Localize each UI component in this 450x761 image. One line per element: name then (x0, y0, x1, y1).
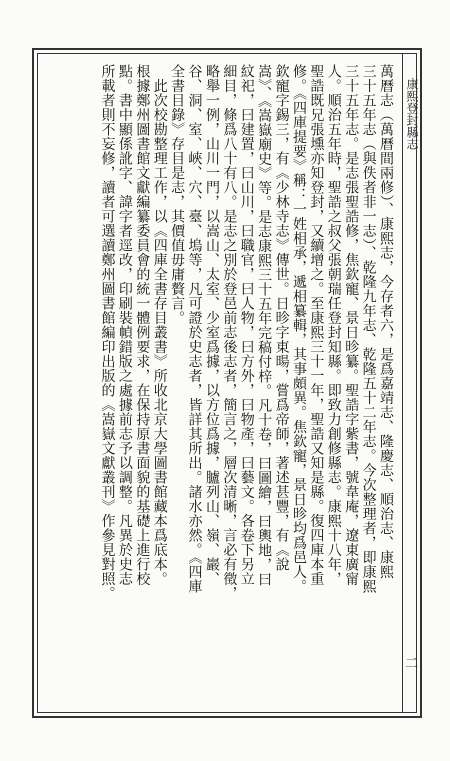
text-column: 略舉一例，山川一門，以嵩山、太室、少室爲據，以方位爲據，臚列山、嶺、巖、 (203, 64, 220, 586)
text-column: 修。《四庫提要》稱：一姓相承，遞相纂輯，其事頗異。焦欽寵，景日昣均爲邑人。 (290, 64, 307, 594)
body-text (52, 64, 394, 704)
text-column: 嵩》、《嵩嶽廟史》等。是志康熙三十五年完稿付梓。凡十卷，曰圖繪，曰輿地，曰 (256, 64, 273, 587)
text-column: 三十五年志（與佚者非一志）、乾隆九年志、乾隆五十二年志。今次整理者，即康熙 (360, 64, 377, 594)
text-column: 谷、洞、室、峽、穴、臺、塢等，凡可證於史志者，皆詳其所出。諸水亦然。《四庫 (186, 64, 203, 594)
text-column: 三十五年志。是志張聖誥修，焦欽寵、景日昣纂。聖誥字紫書，號韋庵，遼東廣甯 (343, 64, 360, 586)
text-column: 此次校勘整理工作，以《四庫全書存目叢書》所收北京大學圖書館藏本爲底本。 (151, 64, 168, 586)
text-column: 點。書中顯係訛字、諱字者逕改，印刷裝幀錯版之處據前志予以調整。凡異於史志 (116, 64, 133, 586)
text-column: 聖誥既兄張壎亦知登封，又續增之。至康熙三十一年，聖誥又知是縣。復四庫本重 (308, 64, 325, 586)
text-column: 萬曆志（萬曆間兩修）、康熙志，今存者六，是爲嘉靖志、隆慶志、順治志、康熙 (378, 64, 394, 579)
text-column: 所載者則不妄修，讀者可選讀鄭州圖書館編印出版的《嵩嶽文獻叢刊》作參見對照。 (99, 64, 116, 601)
text-column: 人。順治五年時，聖誥之叔父張朝瑞任登封知縣。即致力創修縣志。康熙十八年， (325, 64, 342, 586)
text-column: 紋祀，曰建置，曰山川，曰職官，曰人物，曰方外，曰物產，曰藝文。各卷下另立 (238, 64, 255, 586)
header-gutter-divider (402, 53, 403, 713)
text-column: 根據鄭州圖書館文獻編纂委員會的統一體例要求，在保持原書面貌的基礎上進行校 (134, 64, 151, 586)
text-column: 細目，條爲八十有八。是志之別於登邑前志後志者，簡言之，層次清晰，言必有徵， (221, 64, 238, 601)
page-number: 二 (402, 656, 417, 669)
running-header-title: 康熙登封縣志 (405, 78, 419, 150)
text-column: 全書目錄》存目是志，其價值毋庸贅言。 (169, 64, 186, 325)
text-column: 欽寵字錫三，有《少林寺志》傳世。日昣字東暘，嘗爲帝師，著述甚豐，有《說 (273, 64, 290, 572)
